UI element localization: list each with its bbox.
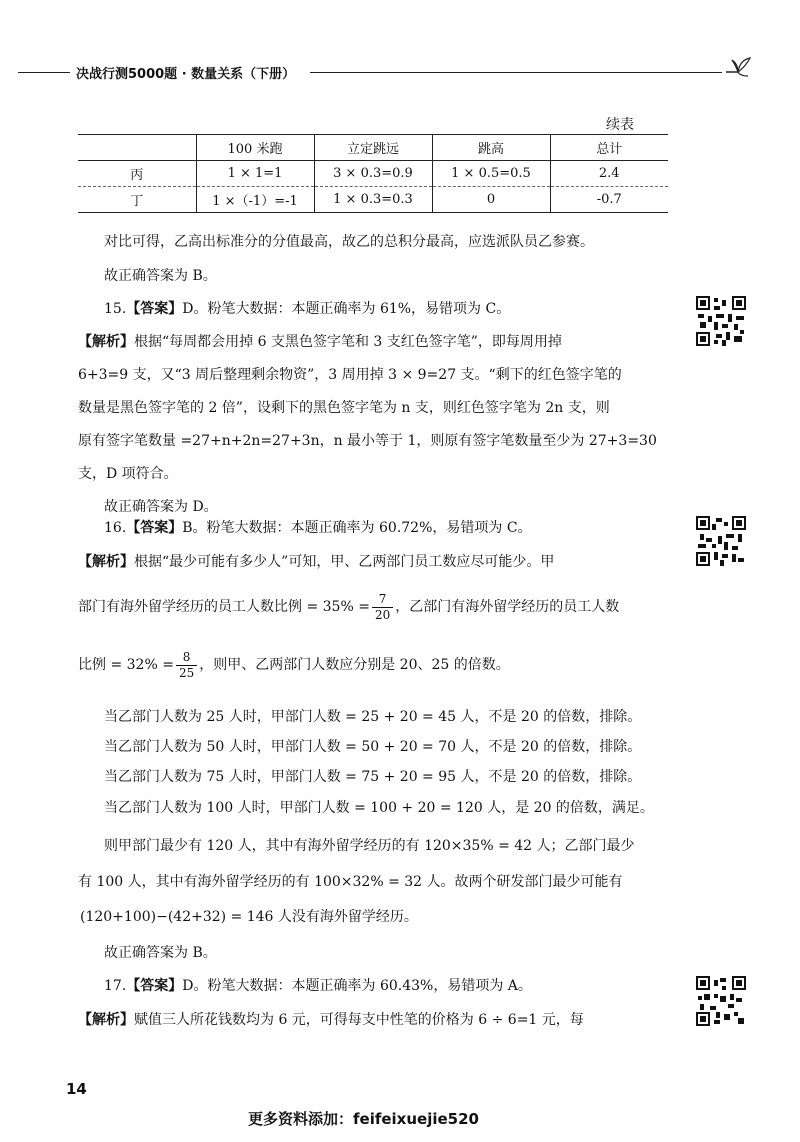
table-header-cell	[78, 135, 196, 161]
table-cell: 1 × 1=1	[196, 161, 314, 187]
paragraph-line: 则甲部门最少有 120 人，其中有海外留学经历的有 120×35% = 42 人；乙部门最少	[104, 838, 635, 854]
text-segment: ，则甲、乙两部门人数应分别是 20、25 的倍数。	[199, 657, 510, 673]
answer-text: B。粉笔大数据：本题正确率为 60.72%，易错项为 C。	[182, 520, 532, 536]
book-title: 决战行测5000题 · 数量关系（下册）	[76, 67, 296, 82]
analysis-text: 赋值三人所花钱数均为 6 元，可得每支中性笔的价格为 6 ÷ 6=1 元，每	[134, 1012, 584, 1028]
paragraph-line: 对比可得，乙高出标准分的分值最高，故乙的总积分最高，应选派队员乙参赛。	[104, 234, 594, 250]
footer-note: 更多资料添加：feifeixuejie520	[248, 1110, 479, 1128]
table-header-cell: 100 米跑	[196, 135, 314, 161]
table-header-cell: 总计	[550, 135, 668, 161]
paragraph-line: 支，D 项符合。	[78, 466, 178, 482]
question-number: 16.	[104, 520, 127, 536]
answer-label: 【答案】	[126, 978, 183, 994]
fraction-numerator: 8	[176, 650, 197, 666]
paragraph-line: 有 100 人，其中有海外留学经历的有 100×32% = 32 人。故两个研发部门最少可能有	[78, 874, 623, 890]
table-cell: 1 × 0.5=0.5	[432, 161, 550, 187]
q16-analysis-line	[78, 552, 554, 572]
qr-code-icon[interactable]	[696, 296, 746, 346]
answer-text: D。粉笔大数据：本题正确率为 61%，易错项为 C。	[182, 301, 511, 317]
page-number: 14	[66, 1080, 87, 1098]
text-segment: 部门有海外留学经历的员工人数比例 = 35% =	[78, 599, 370, 615]
question-number: 17.	[104, 978, 127, 994]
header-rule-left	[18, 72, 70, 73]
analysis-text: 根据“每周都会用掉 6 支黑色签字笔和 3 支红色签字笔”，即每周用掉	[134, 334, 562, 350]
table-cell: 1 × 0.3=0.3	[314, 187, 432, 213]
qr-code-icon[interactable]	[696, 976, 746, 1026]
paragraph-line	[78, 588, 619, 626]
q15-analysis-line	[78, 332, 562, 352]
qr-code-icon[interactable]	[696, 516, 746, 566]
fraction	[176, 650, 197, 681]
analysis-label: 【解析】	[78, 1012, 134, 1028]
q16-answer-line	[104, 518, 532, 538]
table-cell: 丙	[78, 161, 196, 187]
table-cell: 丁	[78, 187, 196, 213]
table-header-row	[78, 135, 668, 161]
answer-text: D。粉笔大数据：本题正确率为 60.43%，易错项为 A。	[182, 978, 532, 994]
table-caption: 续表	[606, 117, 634, 133]
analysis-label: 【解析】	[78, 554, 134, 570]
fraction-denominator: 25	[178, 665, 195, 680]
paragraph-line: 6+3=9 支，又“3 周后整理剩余物资”，3 周用掉 3 × 9=27 支。“剩下的红色签字笔的	[78, 367, 622, 383]
q17-analysis-line	[78, 1010, 584, 1030]
table-cell: 2.4	[550, 161, 668, 187]
table-cell: 0	[432, 187, 550, 213]
paragraph-line: 当乙部门人数为 25 人时，甲部门人数 = 25 + 20 = 45 人，不是 20 的倍数，排除。	[104, 709, 642, 725]
paragraph-line	[78, 646, 510, 684]
answer-line: 故正确答案为 D。	[104, 499, 218, 515]
answer-line: 故正确答案为 B。	[104, 945, 217, 961]
fraction-numerator: 7	[372, 592, 393, 608]
paragraph-line: 当乙部门人数为 100 人时，甲部门人数 = 100 + 20 = 120 人，是 20 的倍数，满足。	[104, 800, 654, 816]
table-row	[78, 161, 668, 187]
text-segment: ，乙部门有海外留学经历的员工人数	[395, 599, 620, 615]
analysis-text: 根据“最少可能有多少人”可知，甲、乙两部门员工数应尽可能少。甲	[134, 554, 555, 570]
question-number: 15.	[104, 301, 127, 317]
table-row	[78, 187, 668, 213]
q17-answer-line	[104, 976, 532, 996]
answer-label: 【答案】	[126, 520, 183, 536]
table-header-cell: 跳高	[432, 135, 550, 161]
score-table	[78, 134, 668, 213]
table-header-cell: 立定跳远	[314, 135, 432, 161]
paragraph-line: 当乙部门人数为 75 人时，甲部门人数 = 75 + 20 = 95 人，不是 20 的倍数，排除。	[104, 769, 642, 785]
q15-answer-line	[104, 299, 510, 319]
paragraph-line: 当乙部门人数为 50 人时，甲部门人数 = 50 + 20 = 70 人，不是 20 的倍数，排除。	[104, 739, 642, 755]
table-cell: -0.7	[550, 187, 668, 213]
fraction	[372, 592, 393, 623]
fraction-denominator: 20	[374, 607, 391, 622]
answer-line: 故正确答案为 B。	[104, 268, 217, 284]
sprout-icon	[722, 50, 756, 80]
paragraph-line: 原有签字笔数量 =27+n+2n=27+3n，n 最小等于 1，则原有签字笔数量至少为 27+3=30	[78, 433, 657, 449]
analysis-label: 【解析】	[78, 334, 134, 350]
paragraph-line: (120+100)−(42+32) = 146 人没有海外留学经历。	[80, 909, 418, 925]
table-cell: 1 ×（-1）=-1	[196, 187, 314, 213]
table-cell: 3 × 0.3=0.9	[314, 161, 432, 187]
text-segment: 比例 = 32% =	[78, 657, 174, 673]
paragraph-line: 数量是黑色签字笔的 2 倍”，设剩下的黑色签字笔为 n 支，则红色签字笔为 2n 支，则	[78, 400, 610, 416]
answer-label: 【答案】	[126, 301, 183, 317]
header-rule-right	[310, 72, 722, 73]
